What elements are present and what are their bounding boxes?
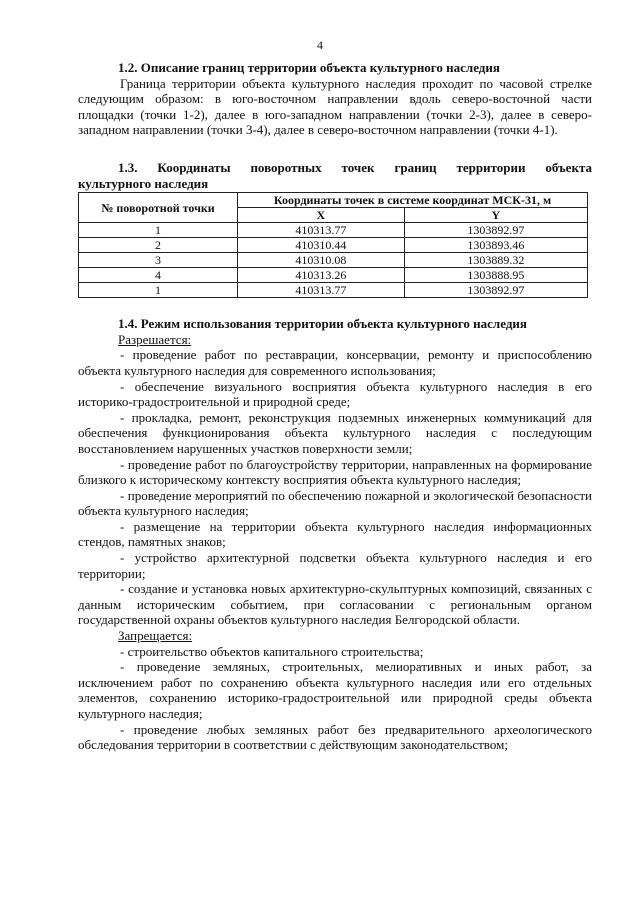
cell-point: 2 (79, 238, 238, 253)
section-1-3-title-line2: культурного наследия (78, 175, 209, 191)
cell-point: 1 (79, 223, 238, 238)
section-boundary-description (78, 60, 592, 138)
page-number: 4 (317, 38, 323, 52)
cell-y: 1303889.32 (404, 253, 587, 268)
table-row (79, 268, 588, 283)
forbidden-item: - проведение любых земляных работ без предварительного археологического обследования территории в соответствии с действующим законодательством; (78, 721, 592, 753)
forbidden-label: Запрещается: (118, 628, 193, 644)
table-row (79, 283, 588, 298)
allowed-item: - проведение работ по благоустройству территории, направленных на формирование близкого к историческому контексту восприятия объекта культурного наследия; (78, 456, 592, 488)
table-row (79, 223, 588, 238)
allowed-item: - обеспечение визуального восприятия объекта культурного наследия в его историко-градостроительной и природной среде; (78, 378, 592, 410)
section-1-2-text: Граница территории объекта культурного наследия проходит по часовой стрелке следующим образом: в юго-восточном направлении вдоль северо-восточной части площадки (точки 1-2), далее в юго-западном направлении (точки 2-3), далее в северо-западном направлении (точки 3-4), далее в северо-восточном направлении (точки 4-1). (78, 75, 592, 138)
allowed-item: - проведение мероприятий по обеспечению пожарной и экологической безопасности объекта культурного наследия; (78, 487, 592, 519)
cell-y: 1303888.95 (404, 268, 587, 283)
section-coordinates (78, 160, 592, 298)
allowed-item: - создание и установка новых архитектурно-скульптурных композиций, связанных с данным историческим событием, при согласовании с региональным органом государственной охраны объектов культурного наследия Белгородской области. (78, 581, 592, 628)
table-row (79, 238, 588, 253)
cell-point: 3 (79, 253, 238, 268)
document-body (78, 60, 592, 753)
section-usage-regime (78, 316, 592, 753)
col-header-point: № поворотной точки (79, 193, 238, 223)
cell-x: 410310.44 (238, 238, 405, 253)
section-1-3-title-line1: 1.3. Координаты поворотных точек границ территории объекта (118, 159, 592, 175)
cell-y: 1303892.97 (404, 283, 587, 298)
section-1-4-title: 1.4. Режим использования территории объекта культурного наследия (118, 316, 527, 332)
cell-point: 1 (79, 283, 238, 298)
table-row (79, 253, 588, 268)
coordinates-table (78, 192, 588, 298)
col-header-x: X (238, 208, 405, 223)
forbidden-item: - проведение земляных, строительных, мелиоративных и иных работ, за исключением работ по сохранению объекта культурного наследия или его отдельных элементов, сохранению историко-градостроительной или природной среды объекта культурного наследия; (78, 659, 592, 721)
col-header-y: Y (404, 208, 587, 223)
allowed-item: - размещение на территории объекта культурного наследия информационных стендов, памятных знаков; (78, 518, 592, 550)
col-header-coords: Координаты точек в системе координат МСК-31, м (238, 193, 588, 208)
cell-x: 410313.77 (238, 283, 405, 298)
cell-y: 1303893.46 (404, 238, 587, 253)
cell-x: 410313.77 (238, 223, 405, 238)
allowed-item: - устройство архитектурной подсветки объекта культурного наследия и его территории; (78, 550, 592, 581)
allowed-label: Разрешается: (118, 331, 192, 347)
cell-x: 410310.08 (238, 253, 405, 268)
cell-y: 1303892.97 (404, 223, 587, 238)
forbidden-item: - строительство объектов капитального строительства; (120, 643, 424, 659)
cell-x: 410313.26 (238, 268, 405, 283)
allowed-item: - прокладка, ремонт, реконструкция подземных инженерных коммуникаций для обеспечения функционирования объекта культурного наследия с последующим восстановлением нарушенных участков поверхности земли; (78, 409, 592, 456)
cell-point: 4 (79, 268, 238, 283)
section-1-2-title: 1.2. Описание границ территории объекта культурного наследия (118, 60, 500, 75)
allowed-item: - проведение работ по реставрации, консервации, ремонту и приспособлению объекта культурного наследия для современного использования; (78, 347, 592, 378)
